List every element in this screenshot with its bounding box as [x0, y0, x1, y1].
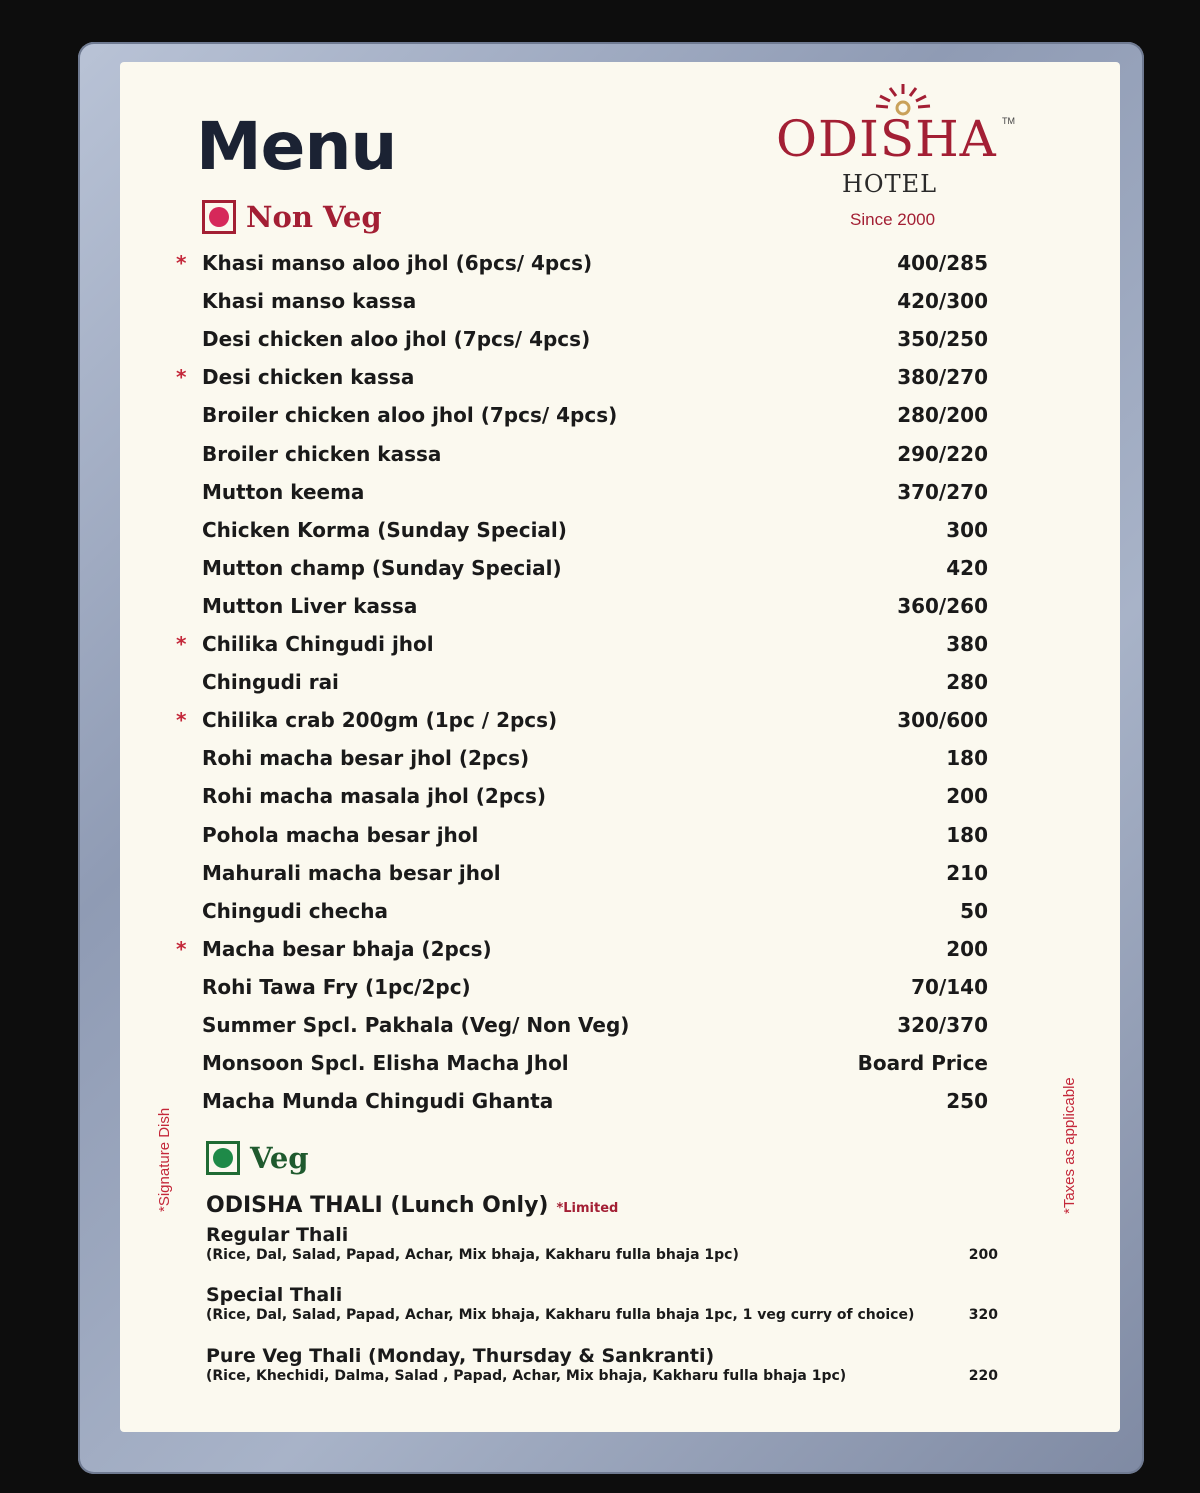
menu-item-price: Board Price: [857, 1051, 988, 1076]
signature-star: *: [176, 632, 187, 656]
signature-dish-note: *Signature Dish: [156, 1107, 173, 1212]
menu-item-name: Macha Munda Chingudi Ghanta: [202, 1089, 554, 1114]
menu-item: [176, 739, 988, 777]
menu-item-price: 180: [946, 822, 988, 847]
thali-price: 200: [968, 1247, 998, 1263]
veg-label: Veg: [250, 1141, 309, 1175]
thali-desc: (Rice, Dal, Salad, Papad, Achar, Mix bhaja, Kakharu fulla bhaja 1pc): [206, 1247, 739, 1263]
menu-item-price: 420: [946, 555, 988, 580]
trademark: TM: [1002, 116, 1015, 126]
menu-item-price: 420/300: [897, 289, 988, 314]
menu-item-name: Chilika crab 200gm (1pc / 2pcs): [202, 708, 558, 733]
taxes-note: *Taxes as applicable: [1061, 1077, 1078, 1214]
menu-item: [176, 701, 988, 739]
menu-item-name: Chilika Chingudi jhol: [202, 632, 434, 656]
menu-item: [176, 625, 988, 663]
menu-item-name: Chingudi rai: [202, 670, 339, 695]
menu-item-price: 250: [946, 1089, 988, 1114]
signature-star: *: [176, 936, 187, 961]
thali-desc: (Rice, Khechidi, Dalma, Salad , Papad, Achar, Mix bhaja, Kakharu fulla bhaja 1pc): [206, 1368, 847, 1384]
thali-name: Regular Thali: [206, 1224, 349, 1246]
brand-name: ODISHA: [776, 110, 997, 168]
menu-item: [176, 244, 988, 282]
menu-item-price: 50: [960, 898, 988, 923]
menu-item-price: 200: [946, 936, 988, 961]
signature-star: *: [176, 365, 187, 390]
menu-item: [176, 549, 988, 587]
menu-item-name: Rohi macha besar jhol (2pcs): [202, 746, 530, 771]
menu-item: [176, 663, 988, 701]
menu-item-name: Summer Spcl. Pakhala (Veg/ Non Veg): [202, 1013, 630, 1037]
menu-item-name: Desi chicken aloo jhol (7pcs/ 4pcs): [202, 327, 591, 352]
brand-hotel: HOTEL: [842, 170, 938, 198]
menu-item: [176, 816, 988, 854]
menu-item-name: Khasi manso kassa: [202, 289, 417, 314]
brand-logo: [770, 82, 1030, 232]
menu-item: [176, 396, 988, 434]
signature-star: *: [176, 708, 187, 733]
thali-desc: (Rice, Dal, Salad, Papad, Achar, Mix bhaja, Kakharu fulla bhaja 1pc, 1 veg curry of choice): [206, 1307, 915, 1323]
menu-item: [176, 1044, 988, 1082]
thali-price: 320: [968, 1307, 998, 1323]
menu-item-name: Broiler chicken kassa: [202, 441, 442, 466]
menu-item: [176, 1006, 988, 1044]
brand-since: Since 2000: [850, 210, 936, 229]
veg-mark-icon: [206, 1141, 240, 1175]
menu-item-name: Macha besar bhaja (2pcs): [202, 936, 492, 961]
menu-item: [176, 511, 988, 549]
menu-item: [176, 358, 988, 396]
menu-item: [176, 1082, 988, 1120]
menu-item-name: Mutton champ (Sunday Special): [202, 555, 562, 580]
non-veg-label: Non Veg: [246, 200, 382, 234]
menu-item-price: 290/220: [897, 441, 988, 466]
menu-item-price: 180: [946, 746, 988, 771]
menu-item-price: 280: [946, 670, 988, 695]
menu-item-price: 200: [946, 784, 988, 809]
menu-item: [176, 587, 988, 625]
menu-item-name: Rohi Tawa Fry (1pc/2pc): [202, 974, 471, 999]
menu-item-price: 370/270: [897, 479, 988, 504]
menu-item-price: 320/370: [897, 1013, 988, 1037]
menu-item: [176, 854, 988, 892]
thali-heading-text: ODISHA THALI (Lunch Only): [206, 1193, 549, 1218]
menu-item-price: 70/140: [911, 974, 988, 999]
menu-item-price: 350/250: [897, 327, 988, 352]
menu-item-name: Pohola macha besar jhol: [202, 822, 479, 847]
thali-item: [206, 1284, 998, 1323]
menu-item-price: 210: [946, 860, 988, 885]
menu-item-name: Chicken Korma (Sunday Special): [202, 517, 567, 542]
signature-star: *: [176, 251, 187, 275]
menu-item: [176, 435, 988, 473]
thali-price: 220: [968, 1368, 998, 1384]
menu-item-price: 300/600: [897, 708, 988, 733]
menu-item-name: Mutton keema: [202, 479, 365, 504]
menu-item-price: 380/270: [897, 365, 988, 390]
limited-note: *Limited: [556, 1201, 619, 1216]
menu-item-name: Khasi manso aloo jhol (6pcs/ 4pcs): [202, 251, 593, 275]
menu-item-name: Monsoon Spcl. Elisha Macha Jhol: [202, 1051, 569, 1076]
menu-item-name: Rohi macha masala jhol (2pcs): [202, 784, 547, 809]
menu-item: [176, 282, 988, 320]
menu-item: [176, 777, 988, 815]
menu-item-name: Desi chicken kassa: [202, 365, 415, 390]
non-veg-mark-icon: [202, 200, 236, 234]
menu-item-price: 380: [946, 632, 988, 656]
menu-item: [176, 320, 988, 358]
thali-name: Special Thali: [206, 1284, 343, 1306]
menu-item-name: Broiler chicken aloo jhol (7pcs/ 4pcs): [202, 403, 618, 428]
menu-item: [176, 968, 988, 1006]
menu-item-name: Chingudi checha: [202, 898, 388, 923]
menu-item-name: Mahurali macha besar jhol: [202, 860, 501, 885]
thali-heading: [206, 1193, 618, 1218]
menu-item-name: Mutton Liver kassa: [202, 593, 418, 618]
thali-item: [206, 1345, 998, 1384]
thali-name: Pure Veg Thali (Monday, Thursday & Sankranti): [206, 1345, 715, 1367]
non-veg-heading: [202, 200, 382, 234]
menu-item-price: 300: [946, 517, 988, 542]
thali-item: [206, 1224, 998, 1263]
veg-heading: [206, 1141, 309, 1175]
menu-item-price: 360/260: [897, 593, 988, 618]
menu-item: [176, 473, 988, 511]
menu-item: [176, 930, 988, 968]
menu-item-price: 280/200: [897, 403, 988, 428]
menu-item: [176, 892, 988, 930]
page-title: Menu: [196, 108, 397, 185]
menu-item-price: 400/285: [897, 251, 988, 275]
